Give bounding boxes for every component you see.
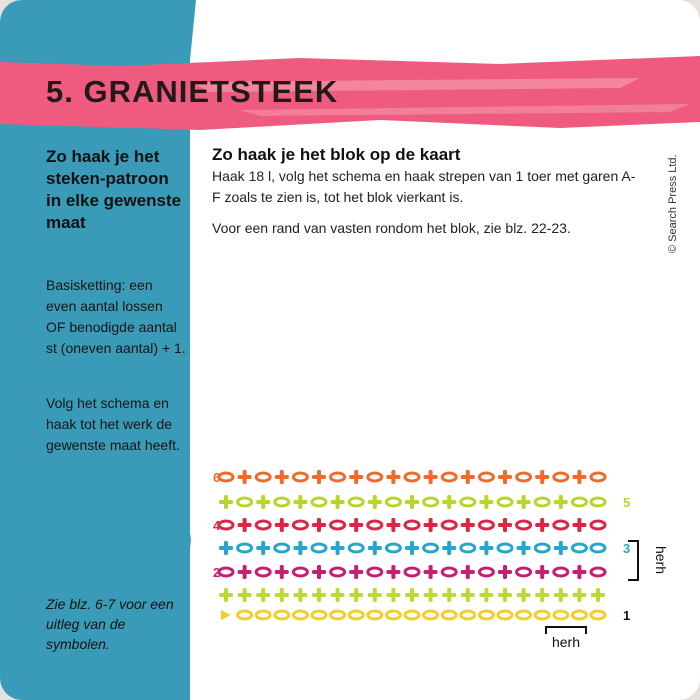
sc-stitch-v [540, 470, 544, 484]
sidebar-subtitle: Zo haak je het steken-patroon in elke gewenste maat [46, 147, 182, 232]
sc-stitch-v [261, 541, 265, 555]
basis-text: een even aantal lossen OF benodigde aantal st (oneven aantal) + 1. [46, 277, 186, 356]
sc-stitch-v [577, 470, 581, 484]
sc-stitch-v [540, 518, 544, 532]
sc-stitch-v [466, 470, 470, 484]
sc-stitch-v [261, 495, 265, 509]
sc-stitch-v [280, 518, 284, 532]
sc-stitch-v [243, 588, 247, 602]
sc-stitch-v [336, 588, 340, 602]
chain-stitch [591, 473, 605, 481]
chain-stitch [554, 568, 568, 576]
chain-stitch [405, 611, 419, 619]
sc-stitch-v [317, 518, 321, 532]
sc-stitch-v [317, 565, 321, 579]
sc-stitch-v [391, 588, 395, 602]
chain-stitch [238, 611, 252, 619]
chain-stitch [275, 544, 289, 552]
chain-stitch [312, 611, 326, 619]
chain-stitch [293, 568, 307, 576]
sc-stitch-v [224, 588, 228, 602]
chain-stitch [331, 568, 345, 576]
follow-instructions: Volg het schema en haak tot het werk de gewenste maat heeft. [46, 395, 180, 453]
chain-stitch [498, 498, 512, 506]
page-title: 5. GRANIETSTEEK [46, 74, 339, 109]
sc-stitch-v [373, 588, 377, 602]
chain-stitch [331, 611, 345, 619]
chain-stitch [479, 611, 493, 619]
chain-stitch [238, 544, 252, 552]
sc-stitch-v [540, 588, 544, 602]
chain-stitch [591, 568, 605, 576]
chain-stitch [442, 521, 456, 529]
sc-stitch-v [224, 495, 228, 509]
chain-stitch [368, 568, 382, 576]
chain-stitch [256, 521, 270, 529]
chain-stitch [368, 611, 382, 619]
chain-stitch [461, 498, 475, 506]
chain-stitch [479, 568, 493, 576]
chain-stitch [442, 568, 456, 576]
chain-stitch [535, 611, 549, 619]
sc-stitch-v [466, 518, 470, 532]
sc-stitch-v [484, 495, 488, 509]
chain-stitch [479, 521, 493, 529]
chain-stitch [293, 611, 307, 619]
sc-stitch-v [336, 495, 340, 509]
copyright-notice: © Search Press Ltd. [667, 154, 679, 253]
sc-stitch-v [391, 470, 395, 484]
sc-stitch-v [522, 541, 526, 555]
chain-stitch [591, 498, 605, 506]
chain-stitch [461, 611, 475, 619]
sc-stitch-v [261, 588, 265, 602]
chain-stitch [405, 521, 419, 529]
sc-stitch-v [577, 588, 581, 602]
sc-stitch-v [429, 588, 433, 602]
sc-stitch-v [410, 588, 414, 602]
sc-stitch-v [559, 541, 563, 555]
row-number: 5 [623, 495, 631, 510]
sc-stitch-v [224, 541, 228, 555]
chain-stitch [517, 521, 531, 529]
sc-stitch-v [596, 588, 600, 602]
chain-stitch [219, 521, 233, 529]
sc-stitch-v [373, 541, 377, 555]
symbol-legend-note: Zie blz. 6-7 voor een uitleg van de symbolen. [46, 596, 174, 652]
sc-stitch-v [559, 495, 563, 509]
repeat-label-right: herh [653, 545, 669, 575]
sc-stitch-v [391, 565, 395, 579]
sc-stitch-v [298, 588, 302, 602]
sc-stitch-v [298, 541, 302, 555]
sc-stitch-v [559, 588, 563, 602]
chain-stitch [405, 568, 419, 576]
chain-stitch [591, 611, 605, 619]
sc-stitch-v [243, 565, 247, 579]
main-instructions: Haak 18 l, volg het schema en haak strepen van 1 toer met garen A-F zoals te zien is, tot het blok vierkant is. [212, 168, 636, 205]
sc-stitch-v [354, 518, 358, 532]
row-number: 6 [213, 470, 221, 485]
chain-stitch [591, 521, 605, 529]
chain-stitch [424, 544, 438, 552]
chain-stitch [517, 611, 531, 619]
chain-stitch [256, 611, 270, 619]
sc-stitch-v [447, 588, 451, 602]
sc-stitch-v [522, 495, 526, 509]
sc-stitch-v [280, 470, 284, 484]
sc-stitch-v [466, 565, 470, 579]
chain-stitch [424, 611, 438, 619]
sc-stitch-v [243, 470, 247, 484]
chain-stitch [219, 473, 233, 481]
chain-stitch [312, 498, 326, 506]
row-number: 4 [213, 518, 221, 533]
sc-stitch-v [503, 518, 507, 532]
chain-stitch [219, 568, 233, 576]
chain-stitch [275, 498, 289, 506]
chain-stitch [517, 568, 531, 576]
chain-stitch [349, 611, 363, 619]
sc-stitch-v [410, 495, 414, 509]
chain-stitch [498, 611, 512, 619]
chain-stitch [554, 473, 568, 481]
border-note: Voor een rand van vasten rondom het blok, zie blz. 22-23. [212, 220, 571, 236]
chain-stitch [535, 498, 549, 506]
chain-stitch [386, 498, 400, 506]
chain-stitch [386, 611, 400, 619]
sc-stitch-v [280, 588, 284, 602]
sc-stitch-v [373, 495, 377, 509]
chain-stitch [591, 544, 605, 552]
chain-stitch [331, 473, 345, 481]
sc-stitch-v [429, 470, 433, 484]
sc-stitch-v [484, 541, 488, 555]
sc-stitch-v [317, 470, 321, 484]
chain-stitch [275, 611, 289, 619]
chain-stitch [554, 611, 568, 619]
row-number: 2 [213, 565, 221, 580]
chain-stitch [368, 521, 382, 529]
sc-stitch-v [577, 518, 581, 532]
start-marker [221, 610, 231, 620]
sc-stitch-v [447, 495, 451, 509]
chain-stitch [368, 473, 382, 481]
sc-stitch-v [447, 541, 451, 555]
basis-label: Basisketting: [46, 277, 126, 293]
sc-stitch-v [354, 588, 358, 602]
sc-stitch-v [336, 541, 340, 555]
repeat-label-bottom: herh [551, 634, 581, 650]
sc-stitch-v [410, 541, 414, 555]
chain-stitch [386, 544, 400, 552]
chain-stitch [293, 521, 307, 529]
row-number: 3 [623, 541, 631, 556]
sc-stitch-v [429, 518, 433, 532]
sc-stitch-v [280, 565, 284, 579]
sc-stitch-v [298, 495, 302, 509]
sc-stitch-v [391, 518, 395, 532]
chain-stitch [517, 473, 531, 481]
chain-stitch [461, 544, 475, 552]
repeat-bracket-bottom [546, 627, 586, 634]
chain-stitch [293, 473, 307, 481]
sc-stitch-v [503, 588, 507, 602]
sc-stitch-v [243, 518, 247, 532]
chain-stitch [442, 611, 456, 619]
chain-stitch [535, 544, 549, 552]
main-heading: Zo haak je het blok op de kaart [212, 145, 461, 164]
sc-stitch-v [484, 588, 488, 602]
chain-stitch [349, 544, 363, 552]
sc-stitch-v [354, 565, 358, 579]
sc-stitch-v [429, 565, 433, 579]
sc-stitch-v [503, 470, 507, 484]
sc-stitch-v [522, 588, 526, 602]
chain-stitch [554, 521, 568, 529]
chain-stitch [572, 611, 586, 619]
chain-stitch [442, 473, 456, 481]
chain-stitch [479, 473, 493, 481]
chain-stitch [238, 498, 252, 506]
sc-stitch-v [540, 565, 544, 579]
chain-stitch [572, 544, 586, 552]
sc-stitch-v [577, 565, 581, 579]
sc-stitch-v [354, 470, 358, 484]
chain-stitch [256, 473, 270, 481]
sc-stitch-v [317, 588, 321, 602]
sc-stitch-v [466, 588, 470, 602]
chain-stitch [405, 473, 419, 481]
row-number: 1 [623, 608, 631, 623]
chain-stitch [312, 544, 326, 552]
chain-stitch [424, 498, 438, 506]
chain-stitch [572, 498, 586, 506]
chain-stitch [256, 568, 270, 576]
chain-stitch [498, 544, 512, 552]
chain-stitch [331, 521, 345, 529]
chain-stitch [349, 498, 363, 506]
sc-stitch-v [503, 565, 507, 579]
